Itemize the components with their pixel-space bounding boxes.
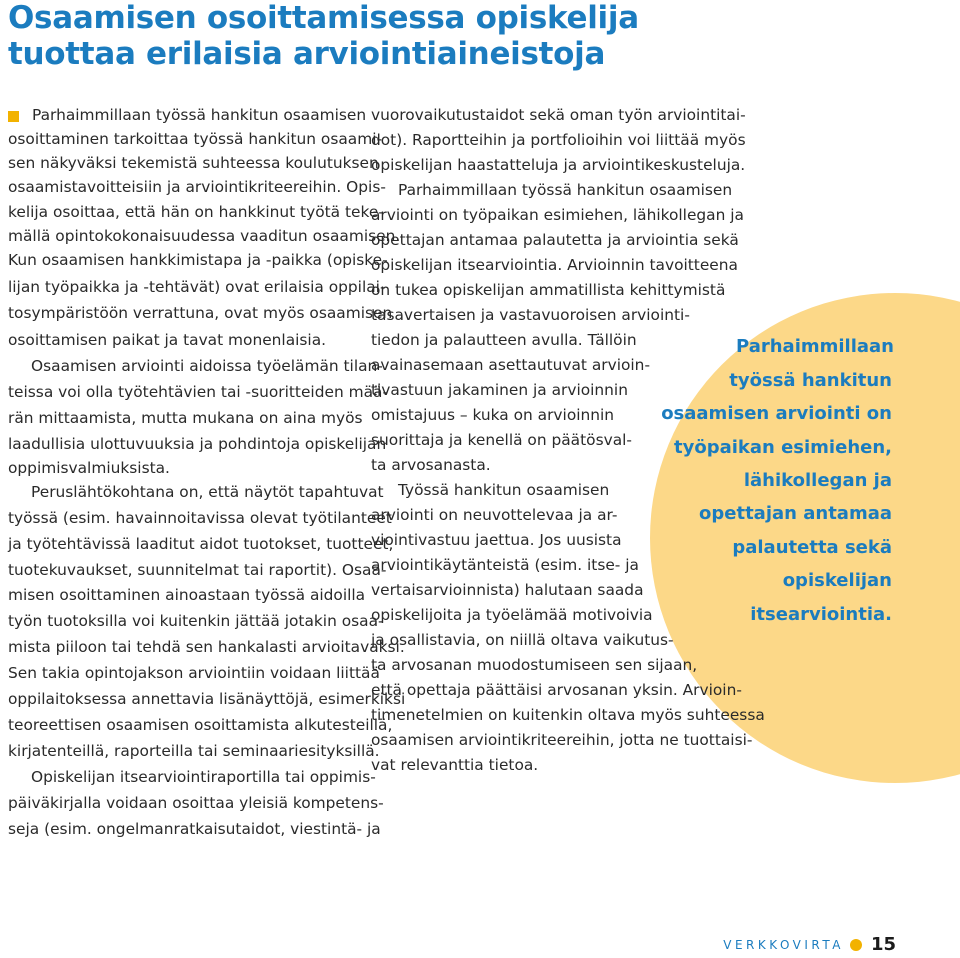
text-line: työn tuotoksilla voi kuitenkin jättää jotakin osaa-	[8, 612, 384, 630]
text-line: osaamistavoitteisiin ja arviointikriteereihin. Opis-	[8, 178, 386, 196]
text-line: ja osallistavia, on niillä oltava vaikutus-	[371, 631, 674, 649]
text-line: teoreettisen osaamisen osoittamista alkutesteillä,	[8, 716, 393, 734]
text-line: työssä (esim. havainnoitavissa olevat työtilanteet	[8, 509, 392, 527]
page-title-line-2: tuottaa erilaisia arviointiaineistoja	[8, 36, 606, 72]
pull-quote-line: työssä hankitun	[729, 370, 892, 391]
text-line: ja työtehtävissä laaditut aidot tuotokset, tuotteet,	[8, 535, 394, 553]
text-line: tuotekuvaukset, suunnitelmat tai raportit). Osaa-	[8, 561, 387, 579]
text-line: vertaisarvioinnista) halutaan saada	[371, 581, 644, 599]
text-line: vuorovaikutustaidot sekä oman työn arviointitai-	[371, 106, 746, 124]
text-line: kirjatenteillä, raporteilla tai seminaariesityksillä.	[8, 742, 380, 760]
text-line: misen osoittaminen ainoastaan työssä aidoilla	[8, 586, 366, 604]
pull-quote-line: lähikollegan ja	[743, 470, 892, 491]
text-line: seja (esim. ongelmanratkaisutaidot, viestintä- ja	[8, 820, 381, 838]
text-line: Työssä hankitun osaamisen	[398, 481, 610, 499]
pull-quote-line: itsearviointia.	[750, 604, 892, 625]
text-line: on tukea opiskelijan ammatillista kehittymistä	[371, 281, 726, 299]
text-line: arviointi on työpaikan esimiehen, lähikollegan ja	[371, 206, 744, 224]
text-line: viointivastuu jaettua. Jos uusista	[371, 531, 622, 549]
dot-icon	[850, 939, 862, 951]
text-line: osoittaminen tarkoittaa työssä hankitun osaami-	[8, 130, 383, 148]
text-line: omistajuus – kuka on arvioinnin	[371, 406, 615, 424]
text-line: tasavertaisen ja vastavuoroisen arviointi-	[371, 306, 690, 324]
publication-name: VERKKOVIRTA	[723, 938, 844, 952]
pull-quote-line: opettajan antamaa	[699, 503, 892, 524]
text-line: Parhaimmillaan työssä hankitun osaamisen	[32, 106, 367, 124]
text-line: osaamisen arviointikriteereihin, jotta ne tuottaisi-	[371, 731, 753, 749]
text-line: päiväkirjalla voidaan osoittaa yleisiä kompetens-	[8, 794, 384, 812]
text-line: dot). Raportteihin ja portfolioihin voi liittää myös	[371, 131, 746, 149]
text-line: oppilaitoksessa annettavia lisänäyttöjä, esimerkiksi	[8, 690, 406, 708]
text-line: opettajan antamaa palautetta ja arviointia sekä	[371, 231, 739, 249]
text-line: Opiskelijan itsearviointiraportilla tai oppimis-	[31, 768, 376, 786]
text-line: opiskelijan itsearviointia. Arvioinnin tavoitteena	[371, 256, 738, 274]
pull-quote-line: palautetta sekä	[732, 537, 892, 558]
text-line: oppimisvalmiuksista.	[8, 459, 170, 477]
text-line: ta arvosanasta.	[371, 456, 491, 474]
page-title	[8, 0, 639, 72]
text-line: mällä opintokokonaisuudessa vaaditun osaamisen.	[8, 227, 401, 245]
text-line: sen näkyväksi tekemistä suhteessa koulutuksen	[8, 154, 379, 172]
text-line: osoittamisen paikat ja tavat monenlaisia.	[8, 331, 327, 349]
text-line: Parhaimmillaan työssä hankitun osaamisen	[398, 181, 733, 199]
text-line: rän mittaamista, mutta mukana on aina myös	[8, 409, 363, 427]
text-line: laadullisia ulottuvuuksia ja pohdintoja opiskelijan	[8, 435, 387, 453]
text-line: mista piiloon tai tehdä sen hankalasti arvioitavaksi.	[8, 638, 405, 656]
page-number: 15	[870, 934, 896, 955]
text-line: arviointi on neuvottelevaa ja ar-	[371, 506, 618, 524]
text-line: ta arvosanan muodostumiseen sen sijaan,	[371, 656, 698, 674]
pull-quote-line: osaamisen arviointi on	[661, 403, 892, 424]
text-line: tiedon ja palautteen avulla. Tällöin	[371, 331, 637, 349]
text-line: teissa voi olla työtehtävien tai -suoritteiden mää-	[8, 383, 388, 401]
text-line: suorittaja ja kenellä on päätösval-	[371, 431, 632, 449]
text-line: Osaamisen arviointi aidoissa työelämän tilan-	[31, 357, 383, 375]
square-bullet-icon	[8, 111, 19, 122]
text-line: Sen takia opintojakson arviointiin voidaan liittää	[8, 664, 380, 682]
text-line: vat relevanttia tietoa.	[371, 756, 539, 774]
pull-quote-line: työpaikan esimiehen,	[673, 437, 892, 458]
text-line: kelija osoittaa, että hän on hankkinut työtä teke-	[8, 203, 384, 221]
text-line: opiskelijan haastatteluja ja arviointikeskusteluja.	[371, 156, 746, 174]
text-line: arviointikäytänteistä (esim. itse- ja	[371, 556, 639, 574]
text-line: että opettaja päättäisi arvosanan yksin. Arvioin-	[371, 681, 742, 699]
text-line: Peruslähtökohtana on, että näytöt tapahtuvat	[31, 483, 384, 501]
text-line: Kun osaamisen hankkimistapa ja -paikka (opiske-	[8, 251, 388, 269]
pull-quote-line: Parhaimmillaan	[736, 336, 894, 357]
pull-quote-line: opiskelijan	[782, 570, 892, 591]
text-line: avainasemaan asettautuvat arvioin-	[371, 356, 650, 374]
text-line: timenetelmien on kuitenkin oltava myös suhteessa	[371, 706, 765, 724]
text-line: tivastuun jakaminen ja arvioinnin	[371, 381, 628, 399]
page-title-line-1: Osaamisen osoittamisessa opiskelija	[8, 0, 639, 36]
text-line: lijan työpaikka ja -tehtävät) ovat erilaisia oppilai-	[8, 278, 386, 296]
text-line: tosympäristöön verrattuna, ovat myös osaamisen	[8, 304, 393, 322]
text-line: opiskelijoita ja työelämää motivoivia	[371, 606, 653, 624]
